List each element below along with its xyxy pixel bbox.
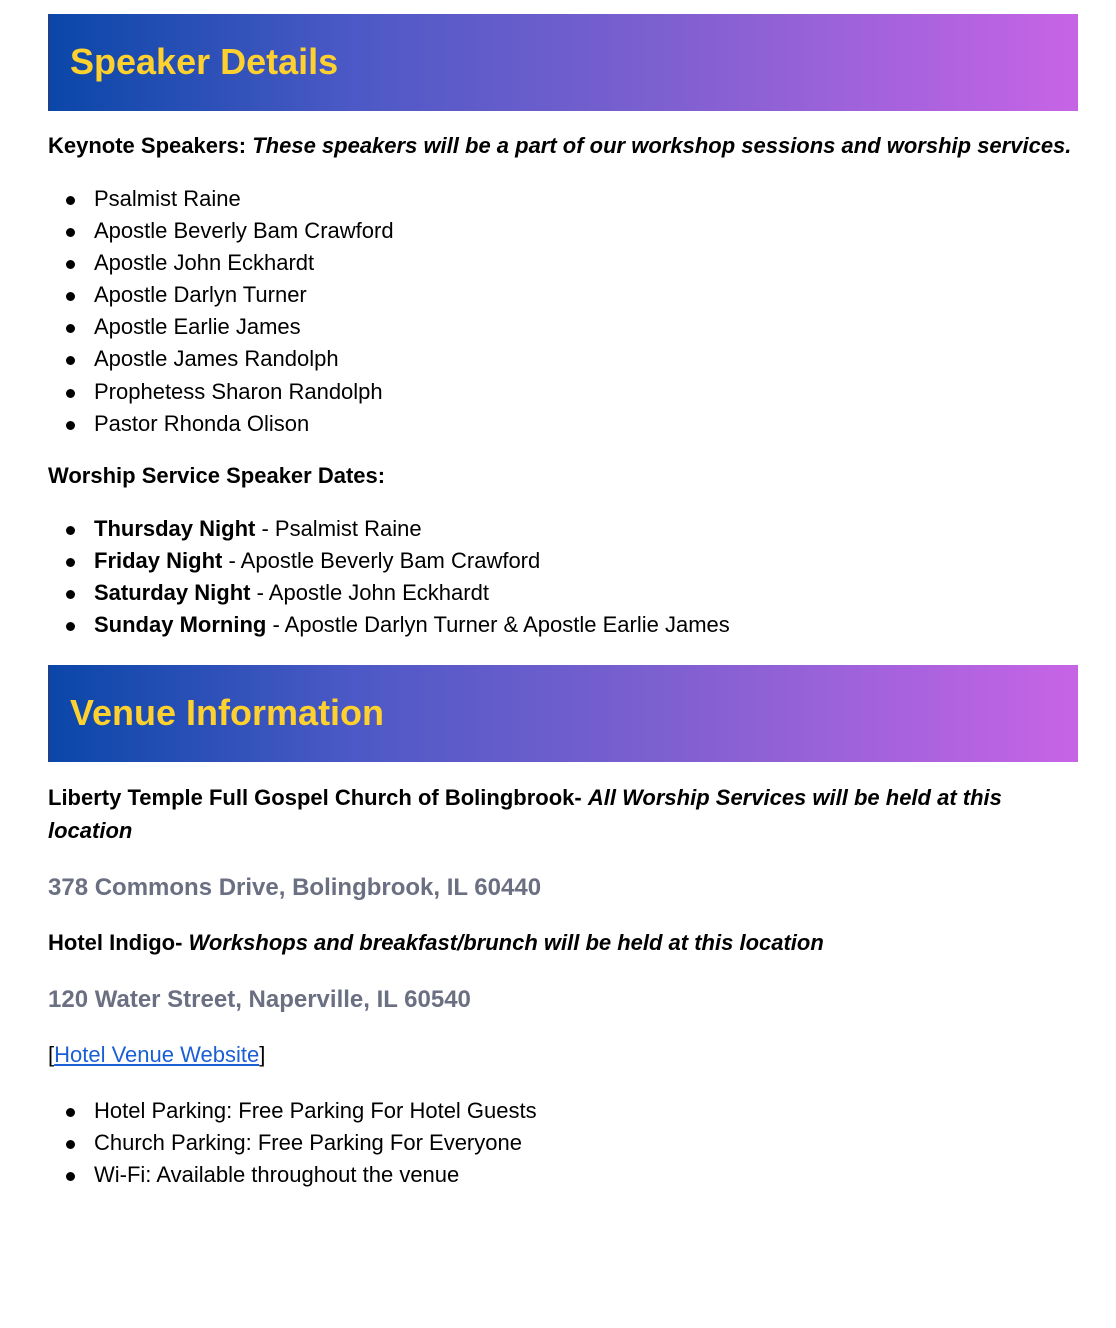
hotel-website-line: [Hotel Venue Website] xyxy=(48,1042,266,1068)
bullet-icon xyxy=(66,590,75,599)
hotel-note: Workshops and breakfast/brunch will be held at this location xyxy=(188,930,824,956)
speaker-details-banner xyxy=(48,14,1078,111)
date-day: Thursday Night xyxy=(94,515,256,541)
list-item: Prophetess Sharon Randolph xyxy=(48,376,1078,408)
church-name: Liberty Temple Full Gospel Church of Bolingbrook- xyxy=(48,785,582,811)
bullet-icon xyxy=(66,260,75,269)
speaker-details-title: Speaker Details xyxy=(70,41,339,82)
list-item: Wi-Fi: Available throughout the venue xyxy=(48,1159,1078,1191)
hotel-address: 120 Water Street, Naperville, IL 60540 xyxy=(48,986,471,1014)
hotel-name: Hotel Indigo- xyxy=(48,930,183,956)
venue-information-title: Venue Information xyxy=(70,692,385,734)
list-item xyxy=(48,577,1078,609)
list-item: Apostle Earlie James xyxy=(48,311,1078,343)
list-item: Apostle John Eckhardt xyxy=(48,247,1078,279)
hotel-intro xyxy=(48,926,1078,959)
list-item: Apostle Beverly Bam Crawford xyxy=(48,215,1078,247)
bullet-icon xyxy=(66,421,75,430)
worship-dates-heading: Worship Service Speaker Dates: xyxy=(48,462,386,488)
keynote-label: Keynote Speakers: xyxy=(48,133,247,158)
amenities-list xyxy=(48,1095,1078,1191)
list-item: Church Parking: Free Parking For Everyone xyxy=(48,1127,1078,1159)
date-day: Friday Night xyxy=(94,547,223,573)
list-item: Hotel Parking: Free Parking For Hotel Guests xyxy=(48,1095,1078,1127)
bullet-icon xyxy=(66,389,75,398)
bullet-icon xyxy=(66,196,75,205)
keynote-speaker-list xyxy=(48,183,1078,440)
bullet-icon xyxy=(66,622,75,631)
bullet-icon xyxy=(66,1140,75,1149)
list-item xyxy=(48,513,1078,545)
church-intro xyxy=(48,781,1078,847)
church-address: 378 Commons Drive, Bolingbrook, IL 60440 xyxy=(48,874,542,902)
date-day: Saturday Night xyxy=(94,579,251,605)
list-item xyxy=(48,545,1078,577)
list-item: Pastor Rhonda Olison xyxy=(48,408,1078,440)
list-item: Psalmist Raine xyxy=(48,183,1078,215)
bullet-icon xyxy=(66,324,75,333)
bullet-icon xyxy=(66,558,75,567)
list-item xyxy=(48,609,1078,641)
worship-dates-list xyxy=(48,513,1078,641)
keynote-note: These speakers will be a part of our workshop sessions and worship services. xyxy=(252,133,1072,158)
bullet-icon xyxy=(66,228,75,237)
date-speaker: - Apostle John Eckhardt xyxy=(250,579,489,605)
date-speaker: - Apostle Darlyn Turner & Apostle Earlie James xyxy=(266,612,730,638)
list-item: Apostle James Randolph xyxy=(48,343,1078,375)
bullet-icon xyxy=(66,1108,75,1117)
church-note: All Worship Services will be held at this location xyxy=(48,785,1002,844)
date-speaker: - Psalmist Raine xyxy=(255,515,422,541)
bullet-icon xyxy=(66,1172,75,1181)
date-day: Sunday Morning xyxy=(94,612,267,638)
bullet-icon xyxy=(66,292,75,301)
page-content xyxy=(48,14,1078,1191)
bullet-icon xyxy=(66,526,75,535)
bullet-icon xyxy=(66,356,75,365)
date-speaker: - Apostle Beverly Bam Crawford xyxy=(222,547,541,573)
hotel-venue-website-link[interactable]: Hotel Venue Website xyxy=(54,1042,260,1068)
keynote-intro xyxy=(48,129,1078,162)
list-item: Apostle Darlyn Turner xyxy=(48,279,1078,311)
venue-information-banner xyxy=(48,665,1078,762)
